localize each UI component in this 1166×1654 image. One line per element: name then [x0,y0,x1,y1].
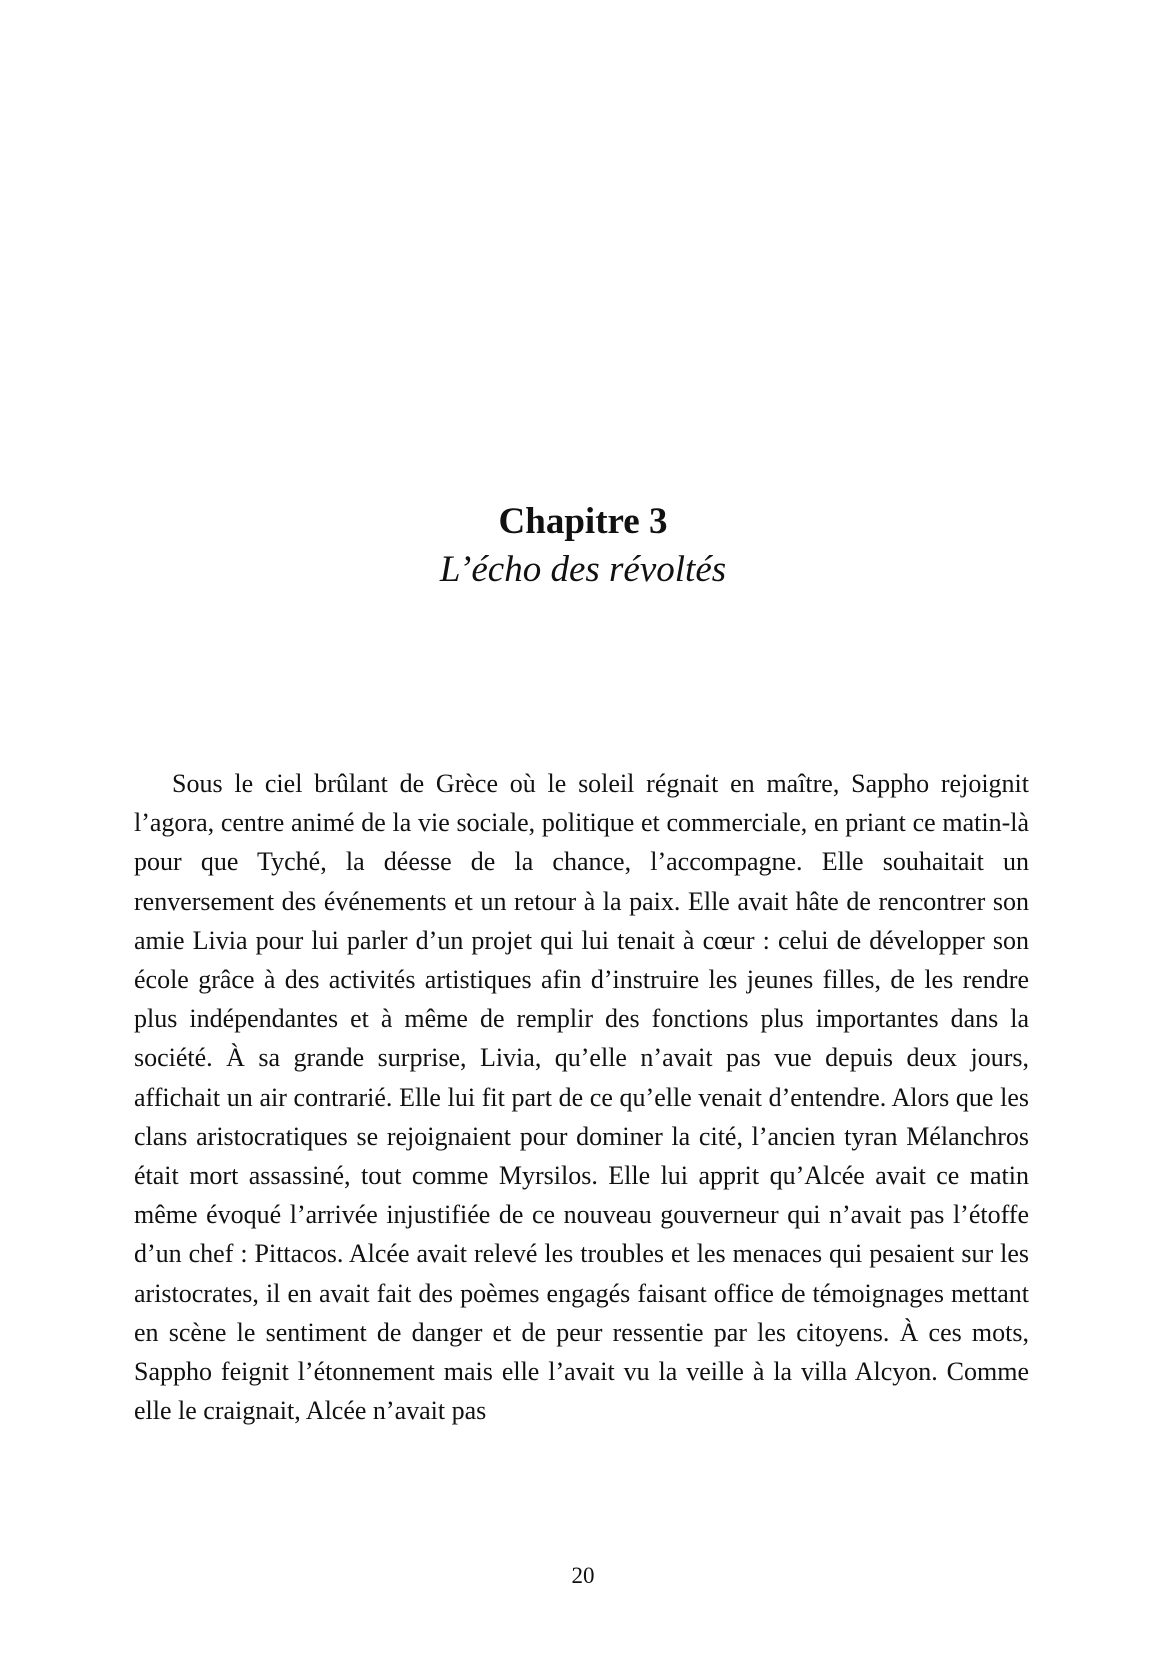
body-paragraph: Sous le ciel brûlant de Grèce où le soleil régnait en maître, Sappho rejoignit l’agora, centre animé de la vie sociale, politique et commerciale, en priant ce matin-là pour que Tyché, la déesse de la chance, l’accompagne. Elle souhaitait un renversement des événements et un retour à la paix. Elle avait hâte de rencontrer son amie Livia pour lui parler d’un projet qui lui tenait à cœur : celui de développer son école grâce à des activités artistiques afin d’instruire les jeunes filles, de les rendre plus indépendantes et à même de remplir des fonctions plus importantes dans la société. À sa grande surprise, Livia, qu’elle n’avait pas vue depuis deux jours, affichait un air contrarié. Elle lui fit part de ce qu’elle venait d’entendre. Alors que les clans aristocratiques se rejoignaient pour dominer la cité, l’ancien tyran Mélanchros était mort assassiné, tout comme Myrsilos. Elle lui apprit qu’Alcée avait ce matin même évoqué l’arrivée injustifiée de ce nouveau gouverneur qui n’avait pas l’étoffe d’un chef : Pittacos. Alcée avait relevé les troubles et les menaces qui pesaient sur les aristocrates, il en avait fait des poèmes engagés faisant office de témoignages mettant en scène le sentiment de danger et de peur ressentie par les citoyens. À ces mots, Sappho feignit l’étonnement mais elle l’avait vu la veille à la villa Alcyon. Comme elle le craignait, Alcée n’avait pas [134,769,1029,1426]
chapter-title: L’écho des révoltés [439,549,727,590]
page-number: 20 [571,1563,595,1588]
chapter-heading [0,498,1166,594]
chapter-number: Chapitre 3 [498,501,668,542]
